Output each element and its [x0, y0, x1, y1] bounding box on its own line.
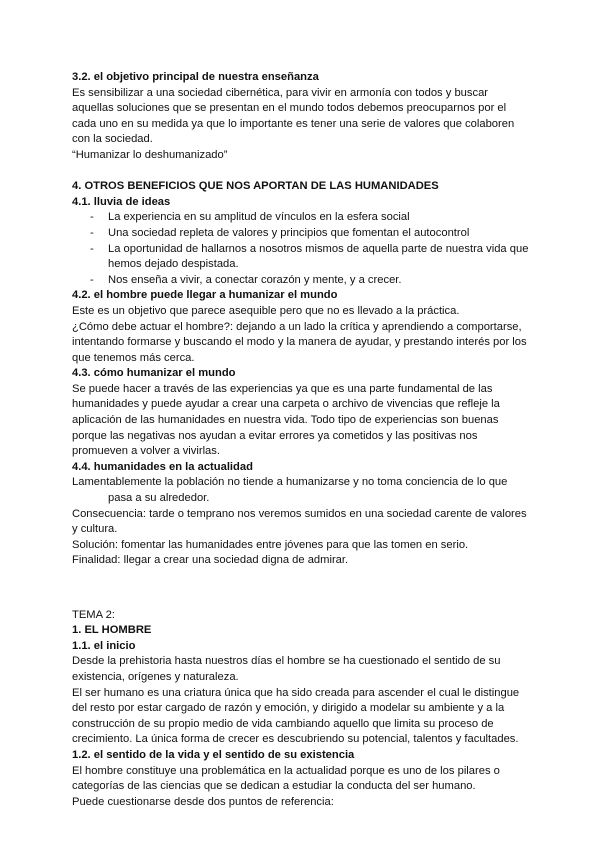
- section-heading: 4. OTROS BENEFICIOS QUE NOS APORTAN DE LAS HUMANIDADES: [72, 180, 439, 193]
- list-item: - Una sociedad repleta de valores y principios que fomentan el autocontrol: [72, 226, 532, 242]
- list-item: - Nos enseña a vivir, a conectar corazón y mente, y a crecer.: [72, 273, 532, 289]
- quote: “Humanizar lo deshumanizado”: [72, 148, 228, 161]
- subsection-heading: 4.3. cómo humanizar el mundo: [72, 367, 236, 380]
- paragraph: ¿Cómo debe actuar el hombre?: dejando a un lado la crítica y aprendiendo a comportarse, intentando formarse y buscando el modo y la manera de ayudar, y prestando interés por los que tenemos más cerca.: [72, 320, 527, 364]
- chapter-label: TEMA 2:: [72, 608, 115, 621]
- paragraph: Lamentablemente la población no tiende a humanizarse y no toma conciencia de lo que: [72, 476, 508, 489]
- document-page: [72, 70, 532, 810]
- section-heading: 1. EL HOMBRE: [72, 624, 152, 637]
- subsection-heading: 1.2. el sentido de la vida y el sentido de su existencia: [72, 748, 355, 761]
- spacer: [72, 164, 532, 180]
- spacer: [72, 569, 532, 592]
- paragraph: Es sensibilizar a una sociedad cibernética, para vivir en armonía con todos y buscar aquellas soluciones que se presentan en el mundo todos debemos preocuparnos por el cada uno en su medida ya que lo importante es tener una serie de valores que colaboren con la sociedad.: [72, 86, 515, 146]
- subsection-heading: 1.1. el inicio: [72, 639, 136, 652]
- subsection-heading: 4.1. lluvia de ideas: [72, 195, 171, 208]
- paragraph: Puede cuestionarse desde dos puntos de referencia:: [72, 795, 334, 808]
- paragraph: El hombre constituye una problemática en la actualidad porque es uno de los pilares o categorías de las ciencias que se dedican a estudiar la conducta del ser humano.: [72, 764, 500, 793]
- paragraph: Este es un objetivo que parece asequible pero que no es llevado a la práctica.: [72, 304, 460, 317]
- spacer: [72, 592, 532, 608]
- subsection-heading: 4.4. humanidades en la actualidad: [72, 460, 253, 473]
- paragraph: El ser humano es una criatura única que ha sido creada para ascender el cual le distingue del resto por estar cargado de razón y emoción, y dirigido a modelar su ambiente y a la construcción de su propio medio de vida cambiando aquello que limita su proceso de crecimiento. La única forma de crecer es descubriendo su potencial, talentos y facultades.: [72, 686, 520, 746]
- list-item-continuation: hemos dejado despistada.: [108, 258, 239, 271]
- list-item: - La experiencia en su amplitud de vínculos en la esfera social: [72, 210, 532, 226]
- paragraph: Consecuencia: tarde o temprano nos veremos sumidos en una sociedad carente de valores y cultura.: [72, 507, 527, 536]
- idea-list: [72, 210, 532, 288]
- section-heading: 3.2. el objetivo principal de nuestra enseñanza: [72, 71, 319, 83]
- subsection-heading: 4.2. el hombre puede llegar a humanizar el mundo: [72, 289, 338, 302]
- paragraph: Se puede hacer a través de las experiencias ya que es una parte fundamental de las humanidades y puede ayudar a crear una carpeta o archivo de vivencias que refleje la aplicación de las humanidades en nuestra vida. Todo tipo de experiencias son buenas porque las negativas nos ayudan a evitar errores ya cometidos y las positivas nos promueven a volver a vivirlas.: [72, 382, 500, 458]
- paragraph: Desde la prehistoria hasta nuestros días el hombre se ha cuestionado el sentido de su existencia, orígenes y naturaleza.: [72, 655, 501, 683]
- list-item: - La oportunidad de hallarnos a nosotros mismos de aquella parte de nuestra vida que: [72, 242, 532, 258]
- paragraph: Solución: fomentar las humanidades entre jóvenes para que las tomen en serio.: [72, 538, 469, 551]
- paragraph: Finalidad: llegar a crear una sociedad digna de admirar.: [72, 554, 349, 567]
- paragraph-continuation: pasa a su alrededor.: [108, 492, 210, 505]
